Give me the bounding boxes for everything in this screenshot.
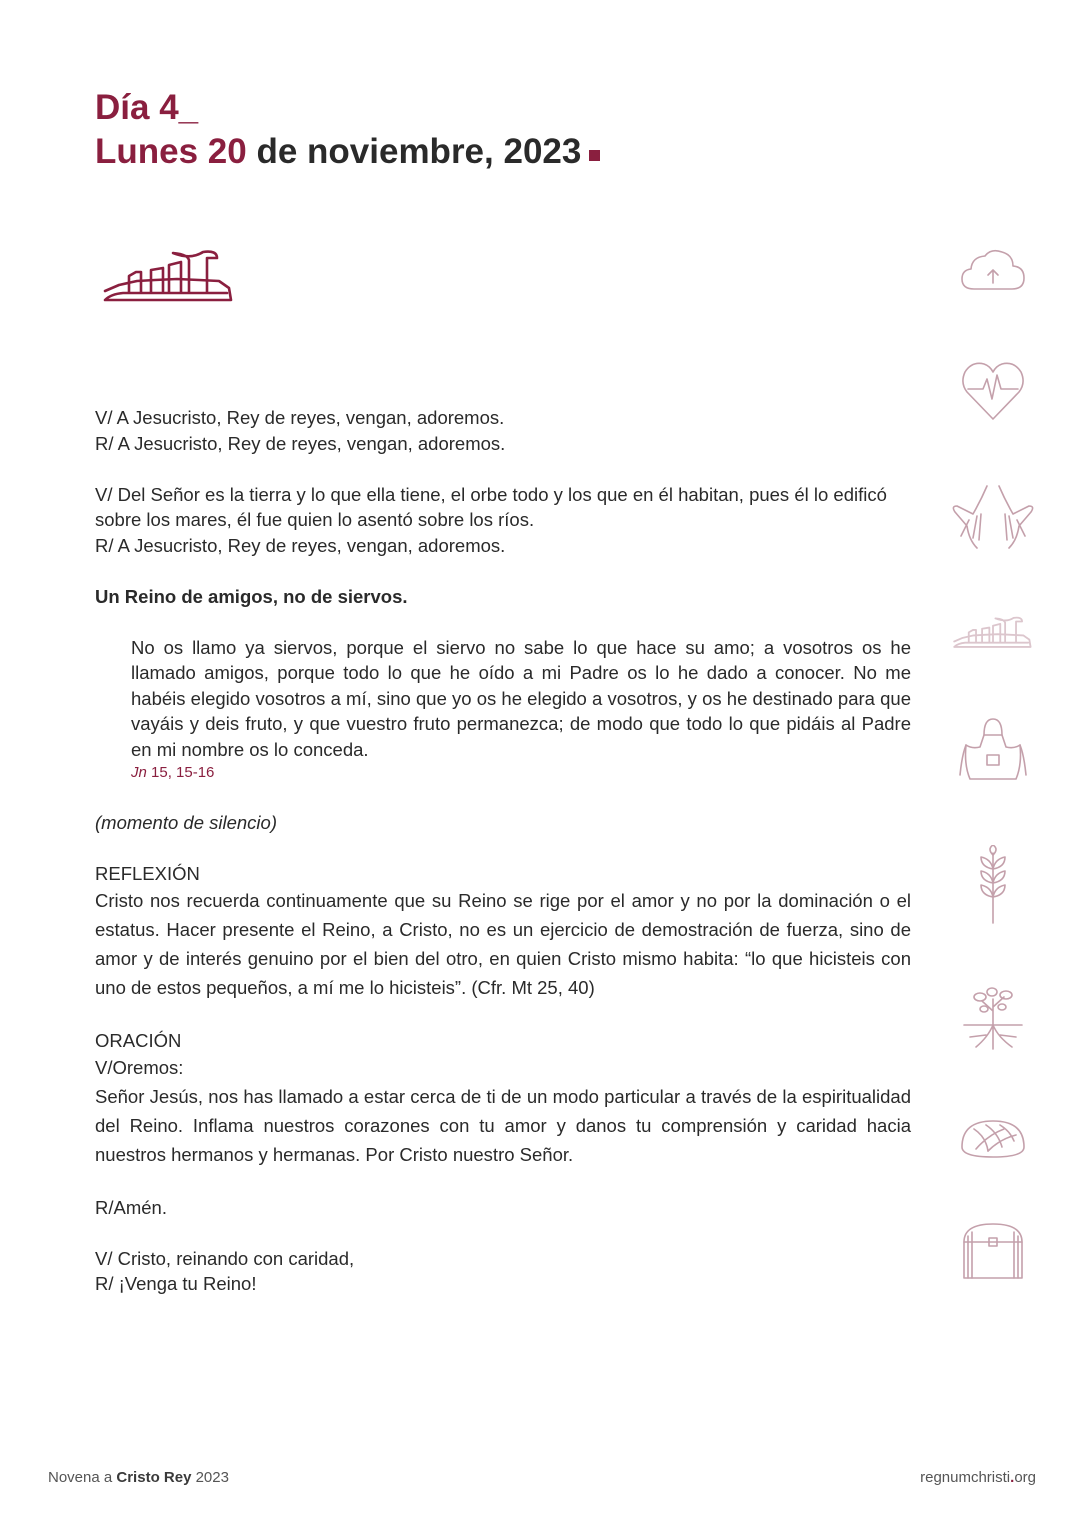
website-dot: .	[1010, 1469, 1015, 1486]
oracion-title: ORACIÓN	[95, 1029, 182, 1051]
scripture-quote: No os llamo ya siervos, porque el siervo no sabe lo que hace su amo; a vosotros os he llamado amigos, porque todo lo que he oído a mi Padre os lo he dado a conocer. No me habéis elegido vosotros a mí, sino que yo os he elegido a vosotros, y os he destinado para que vayáis y deis fruto, y que vuestro fruto permanezca; de modo que todo lo que pidáis al Padre en mi nombre os lo conceda.	[131, 636, 911, 760]
title-square-icon	[589, 150, 600, 161]
footer-website[interactable]	[920, 1469, 1036, 1486]
document-body	[95, 405, 911, 1297]
scripture-verse: 15, 15-16	[146, 764, 215, 781]
versicle-1: V/ A Jesucristo, Rey de reyes, vengan, adoremos.	[95, 407, 505, 428]
date-rest: de noviembre, 2023	[246, 132, 582, 171]
versicle-2-line-2: sobre los mares, él fue quien lo asentó sobre los ríos.	[95, 509, 535, 530]
versicle-2-line-1: V/ Del Señor es la tierra y lo que ella tiene, el orbe todo y los que en él habitan, pues él lo edificó	[95, 483, 887, 505]
day-label: Día 4_	[95, 88, 199, 127]
section-heading: Un Reino de amigos, no de siervos.	[95, 585, 408, 607]
open-hands-icon	[945, 480, 1040, 552]
apron-icon	[945, 715, 1040, 785]
scripture-book: Jn	[131, 764, 147, 781]
wheat-icon	[945, 845, 1040, 925]
bread-icon	[945, 1115, 1040, 1161]
footer-prefix: Novena a	[48, 1469, 117, 1486]
footer-suffix: 2023	[191, 1469, 229, 1486]
response-2: R/ A Jesucristo, Rey de reyes, vengan, adoremos.	[95, 534, 506, 556]
footer-left	[48, 1469, 229, 1486]
amen-response: R/Amén.	[95, 1196, 167, 1218]
reflexion-title: REFLEXIÓN	[95, 862, 200, 884]
silence-note: (momento de silencio)	[95, 811, 277, 833]
oremos-label: V/Oremos:	[95, 1057, 184, 1078]
cloud-upload-icon	[945, 245, 1040, 295]
website-name: regnumchristi	[920, 1469, 1011, 1486]
final-response: R/ ¡Venga tu Reino!	[95, 1273, 257, 1294]
final-versicle: V/ Cristo, reinando con caridad,	[95, 1247, 355, 1269]
footer-bold: Cristo Rey	[116, 1469, 192, 1486]
weekday-label: Lunes 20	[95, 132, 247, 171]
oracion-text: Señor Jesús, nos has llamado a estar cerca de ti de un modo particular a través de la espiritualidad del Reino. Inflama nuestros corazones con tu amor y danos tu comprensión y caridad hacia nuestros hermanos y hermanas. Por Cristo nuestro Señor.	[95, 1086, 911, 1165]
tree-roots-icon	[945, 985, 1040, 1055]
reflexion-text: Cristo nos recuerda continuamente que su Reino se rige por el amor y no por la dominación o el estatus. Hacer presente el Reino, a Cristo, no es un ejercicio de demostración de fuerza, sino de amor y de interés genuino por el bien del otro, en quien Cristo mismo habita: “lo que hicisteis con uno de estos pequeños, a mí me lo hicisteis”. (Cfr. Mt 25, 40)	[95, 890, 911, 998]
boat-icon	[103, 248, 235, 311]
response-1: R/ A Jesucristo, Rey de reyes, vengan, adoremos.	[95, 432, 506, 454]
date-line	[95, 132, 600, 171]
page-title	[95, 86, 600, 174]
website-tld: org	[1014, 1469, 1036, 1486]
chest-icon	[945, 1220, 1040, 1282]
scripture-reference	[131, 762, 911, 784]
heart-pulse-icon	[945, 355, 1040, 425]
boat-icon	[945, 615, 1040, 651]
